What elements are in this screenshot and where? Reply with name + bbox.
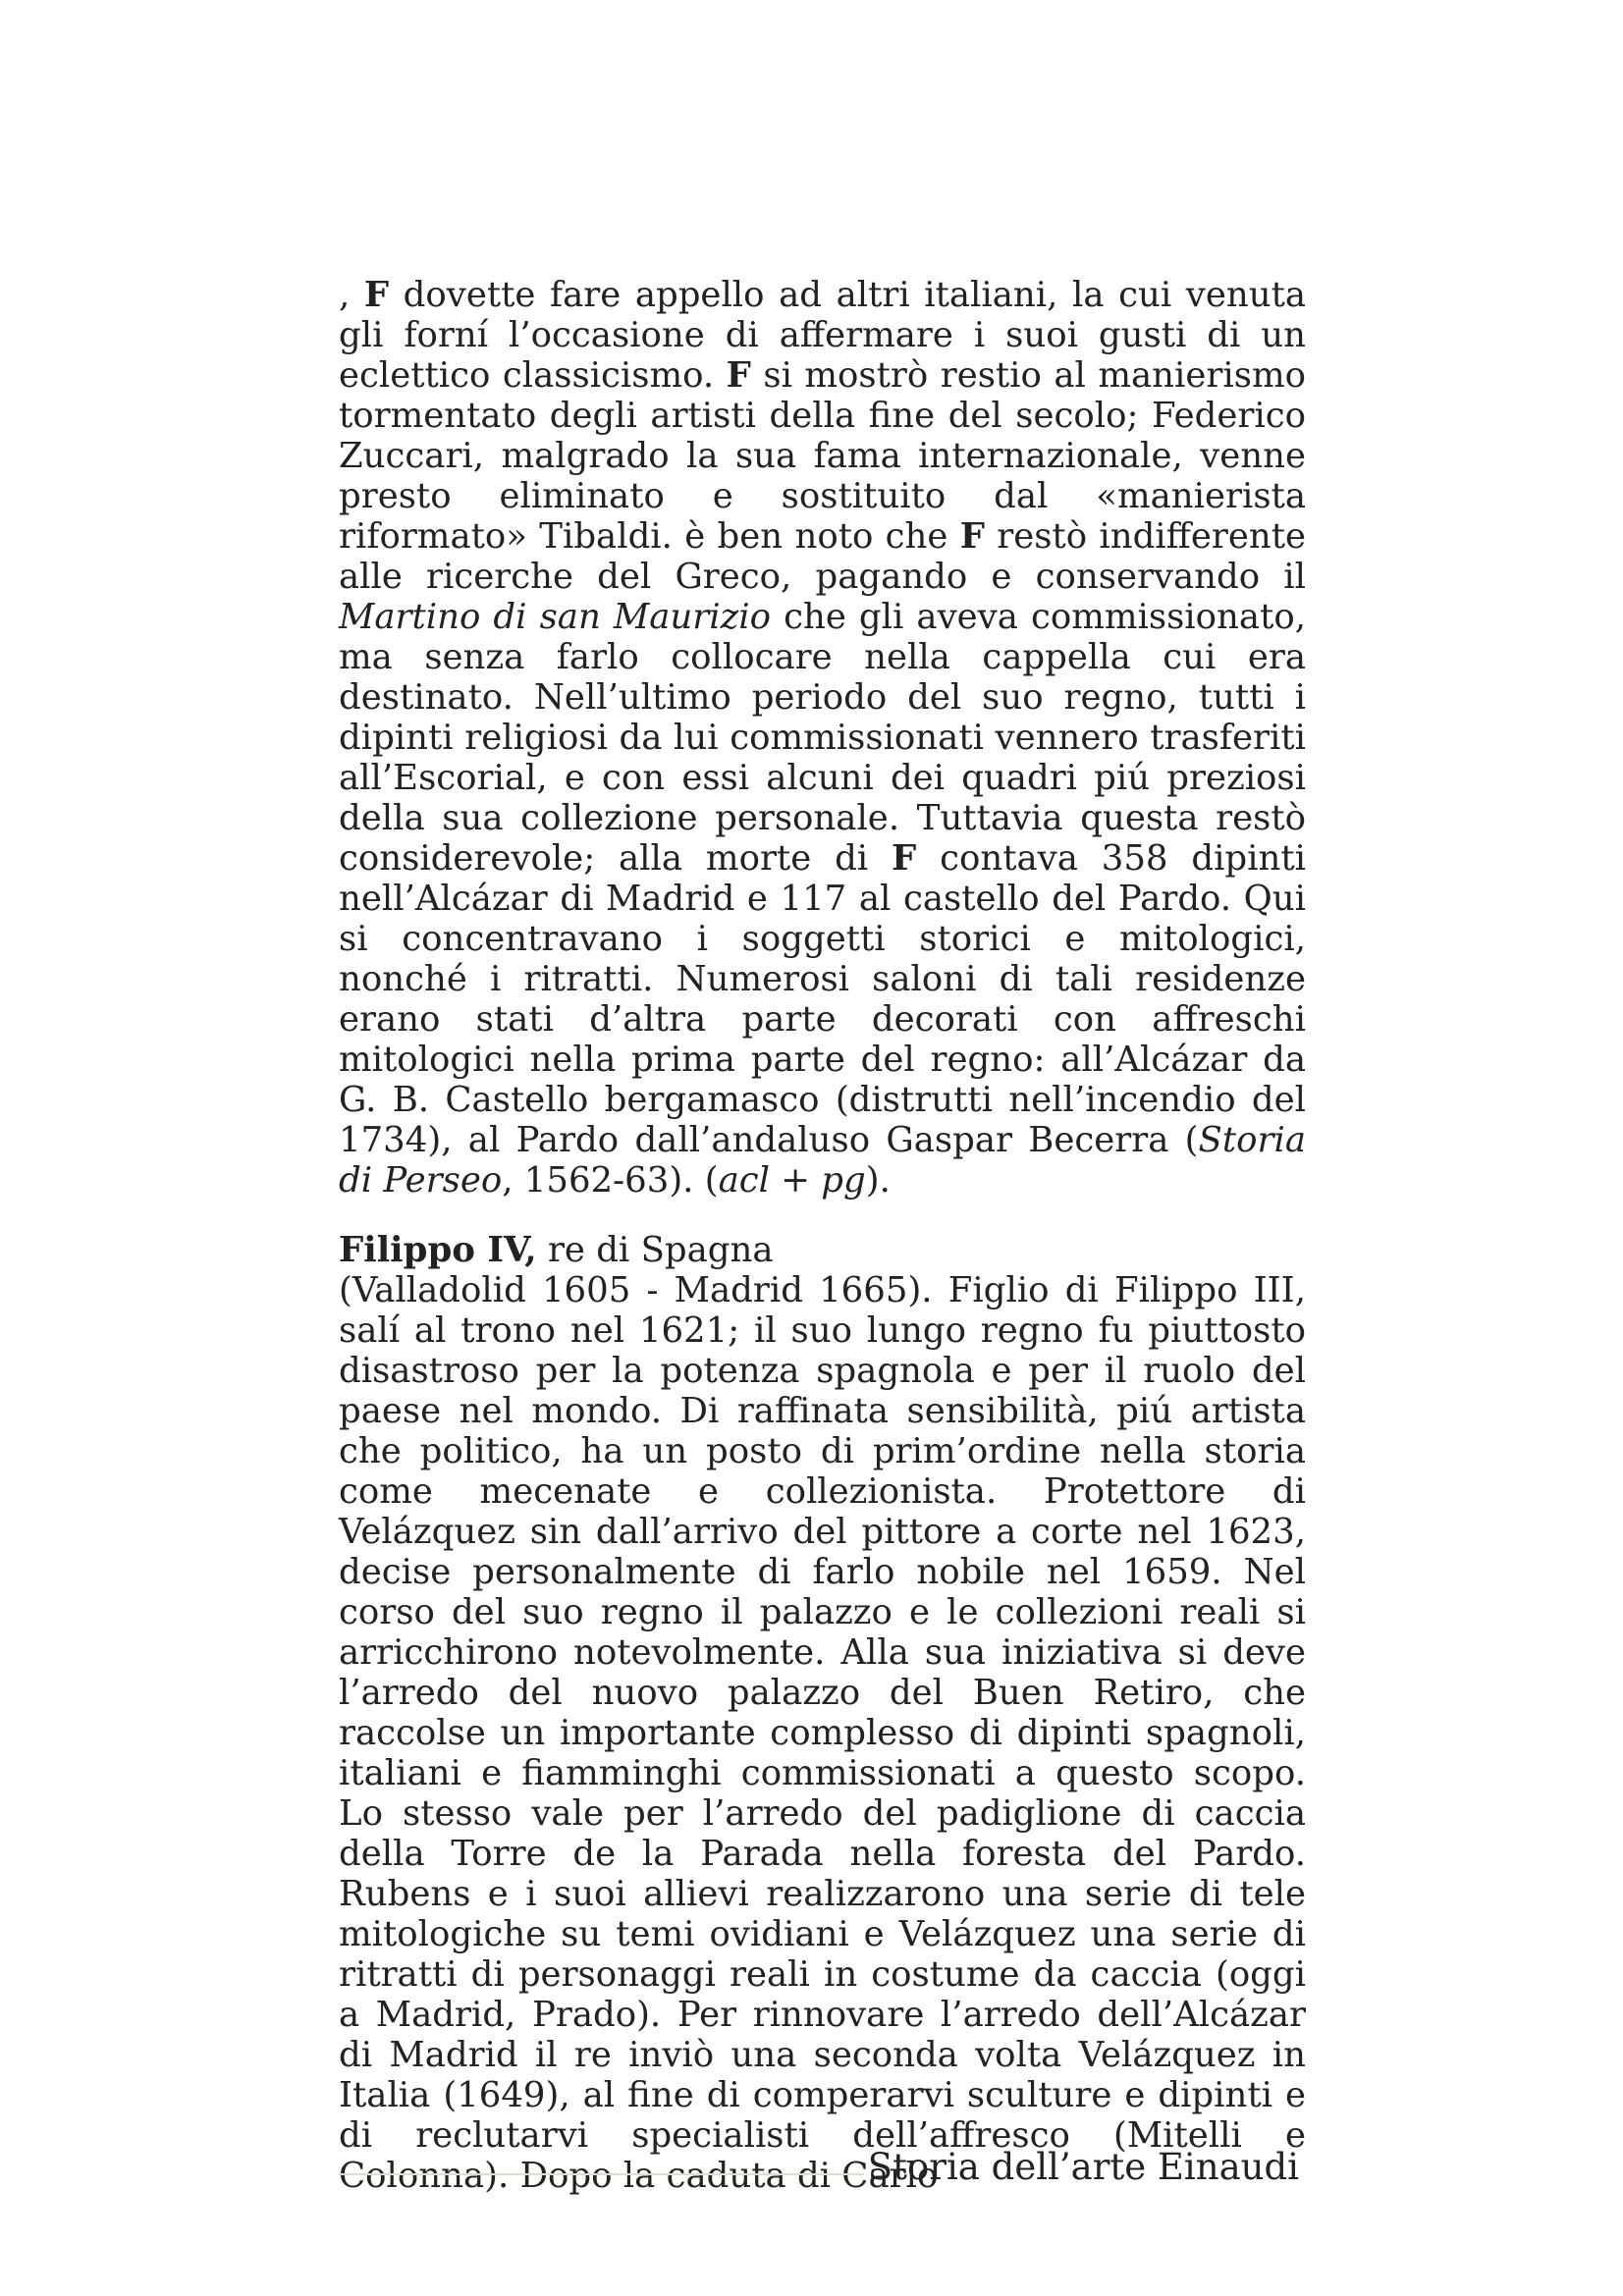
entry-body: (Valladolid 1605 - Madrid 1665). Figlio di Filippo III, salí al trono nel 1621; il suo lungo regno fu piuttosto disastroso per la potenza spagnola e per il ruolo del paese nel mondo. Di raffinata sensibilità, piú artista che politico, ha un posto di prim’ordine nella storia come mecenate e collezionista. Protettore di Velázquez sin dall’arrivo del pittore a corte nel 1623, decise personalmente di farlo nobile nel 1659. Nel corso del suo regno il palazzo e le collezioni reali si arricchirono notevolmente. Alla sua iniziativa si deve l’arredo del nuovo palazzo del Buen Retiro, che raccolse un importante complesso di dipinti spagnoli, italiani e fiamminghi commissionati a questo scopo. Lo stesso vale per l’arredo del padiglione di caccia della Torre de la Parada nella foresta del Pardo. Rubens e i suoi allievi realizzarono una serie di tele mitologiche su temi ovidiani e Velázquez una serie di ritratti di personaggi reali in costume da caccia (oggi a Madrid, Prado). Per rinnovare l’arredo dell’Alcázar di Madrid il re inviò una seconda volta Velázquez in Italia (1649), al fine di comperarvi sculture e dipinti e di reclutarvi specialisti dell’affresco (Mitelli e Colonna). Dopo la caduta di Carlo	[339, 1270, 1306, 2196]
author-initials: acl + pg	[718, 1160, 866, 1201]
abbrev-f: F	[726, 355, 751, 396]
continued-entry-paragraph	[339, 275, 1306, 1201]
footer-title: Storia dell’arte Einaudi	[867, 2146, 1299, 2188]
text-span: ,	[339, 275, 364, 315]
text-span: che gli aveva commissionato, ma senza farlo collocare nella cappella cui era destinato. Nell’ultimo periodo del suo regno, tutti i dipinti religiosi da lui commissionati vennero trasferiti all’Escorial, e con essi alcuni dei quadri piú preziosi della sua collezione personale. Tuttavia questa restò considerevole; alla morte di	[339, 597, 1306, 879]
text-block	[339, 275, 1306, 2196]
abbrev-f: F	[363, 275, 390, 315]
text-span: restò indifferente alle ricerche del Greco, pagando e conservando il	[339, 516, 1307, 597]
abbrev-f: F	[892, 838, 917, 879]
text-span: contava 358 dipinti nell’Alcázar di Madrid e 117 al castello del Pardo. Qui si concentravano i soggetti storici e mitologici, nonché i ritratti. Numerosi saloni di tali residenze erano stati d’altra parte decorati con affreschi mitologici nella prima parte del regno: all’Alcázar da G. B. Castello bergamasco (distrutti nell’incendio del 1734), al Pardo dall’andaluso Gaspar Becerra (	[339, 838, 1306, 1160]
entry-name: Filippo IV,	[339, 1230, 537, 1270]
entry-title: re di Spagna	[536, 1230, 774, 1270]
entry-heading	[339, 1230, 1306, 1270]
abbrev-f: F	[959, 516, 985, 557]
text-span: ).	[865, 1160, 891, 1201]
artwork-title: Storia di Perseo	[339, 1120, 1306, 1201]
text-span: , 1562-63). (	[502, 1160, 719, 1201]
artwork-title: Martino di san Maurizio	[339, 597, 772, 637]
text-span: si mostrò restio al manierismo tormentato degli artisti della fine del secolo; Federico Zuccari, malgrado la sua fama internazionale, venne presto eliminato e sostituito dal «manierista riformato» Tibaldi. è ben noto che	[339, 355, 1306, 557]
text-span: dovette fare appello ad altri italiani, la cui venuta gli forní l’occasione di affermare i suoi gusti di un eclettico classicismo.	[339, 275, 1306, 396]
footer-rule	[339, 2173, 864, 2175]
